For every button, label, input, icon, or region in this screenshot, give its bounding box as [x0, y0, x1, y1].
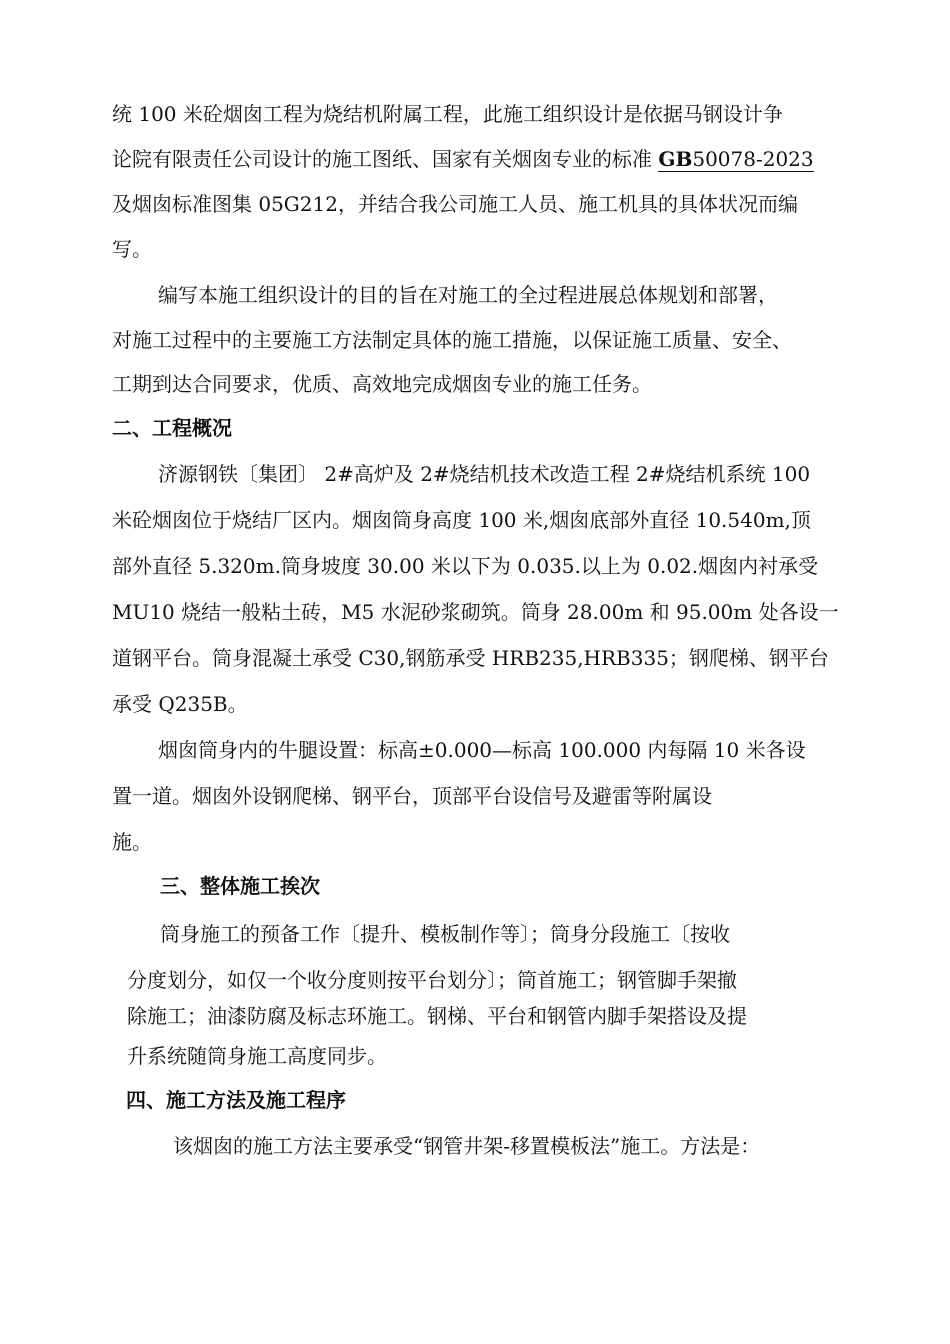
standard-code-prefix: GB — [658, 147, 693, 171]
section-4-heading: 四、施工方法及施工程序 — [126, 1088, 346, 1112]
intro-line-2 — [112, 147, 814, 171]
section-2-para2-line-1: 烟囱筒身内的牛腿设置：标高±0.000—标高 100.000 内每隔 10 米各设 — [158, 738, 806, 762]
section-2-para1-line-3: 部外直径 5.320m.筒身坡度 30.00 米以下为 0.035.以上为 0.02.烟囱内衬承受 — [112, 554, 819, 578]
intro-line-2-text: 论院有限责任公司设计的施工图纸、国家有关烟囱专业的标准 — [112, 147, 659, 171]
purpose-line-2: 对施工过程中的主要施工方法制定具体的施工措施，以保证施工质量、安全、 — [112, 328, 792, 352]
section-2-para1-line-2: 米砼烟囱位于烧结厂区内。烟囱筒身高度 100 米,烟囱底部外直径 10.540m,顶 — [112, 508, 811, 532]
intro-line-4: 写。 — [112, 237, 152, 261]
purpose-line-1: 编写本施工组织设计的目的旨在对施工的全过程进展总体规划和部署， — [158, 283, 778, 307]
standard-code-number: 50078-2023 — [692, 147, 814, 171]
section-2-heading: 二、工程概况 — [112, 416, 232, 440]
intro-line-1: 统 100 米砼烟囱工程为烧结机附属工程，此施工组织设计是依据马钢设计争 — [112, 102, 783, 126]
standard-code — [658, 147, 813, 172]
section-2-para1-line-5: 道钢平台。筒身混凝土承受 C30,钢筋承受 HRB235,HRB335；钢爬梯、钢平台 — [112, 646, 829, 670]
section-2-para1-line-4: MU10 烧结一般粘土砖，M5 水泥砂浆砌筑。筒身 28.00m 和 95.00m 处各设一 — [112, 600, 839, 624]
section-3-line-2: 分度划分，如仅一个收分度则按平台划分〕；筒首施工；钢管脚手架撤 — [127, 968, 737, 992]
section-3-heading: 三、整体施工挨次 — [160, 874, 320, 898]
purpose-line-3: 工期到达合同要求，优质、高效地完成烟囱专业的施工任务。 — [112, 372, 652, 396]
section-2-para2-line-3: 施。 — [112, 830, 152, 854]
section-3-line-3: 除施工；油漆防腐及标志环施工。钢梯、平台和钢管内脚手架搭设及提 — [127, 1004, 747, 1028]
intro-line-3: 及烟囱标准图集 05G212，并结合我公司施工人员、施工机具的具体状况而编 — [112, 192, 798, 216]
section-3-line-4: 升系统随筒身施工高度同步。 — [127, 1044, 387, 1068]
section-3-line-1: 筒身施工的预备工作〔提升、模板制作等〕；筒身分段施工〔按收 — [160, 922, 730, 946]
section-2-para1-line-1: 济源钢铁〔集团〕 2#高炉及 2#烧结机技术改造工程 2#烧结机系统 100 — [158, 462, 811, 486]
section-4-line-1: 该烟囱的施工方法主要承受“钢管井架-移置模板法”施工。方法是： — [173, 1134, 761, 1158]
section-2-para2-line-2: 置一道。烟囱外设钢爬梯、钢平台，顶部平台设信号及避雷等附属设 — [112, 784, 712, 808]
section-2-para1-line-6: 承受 Q235B。 — [112, 692, 248, 716]
